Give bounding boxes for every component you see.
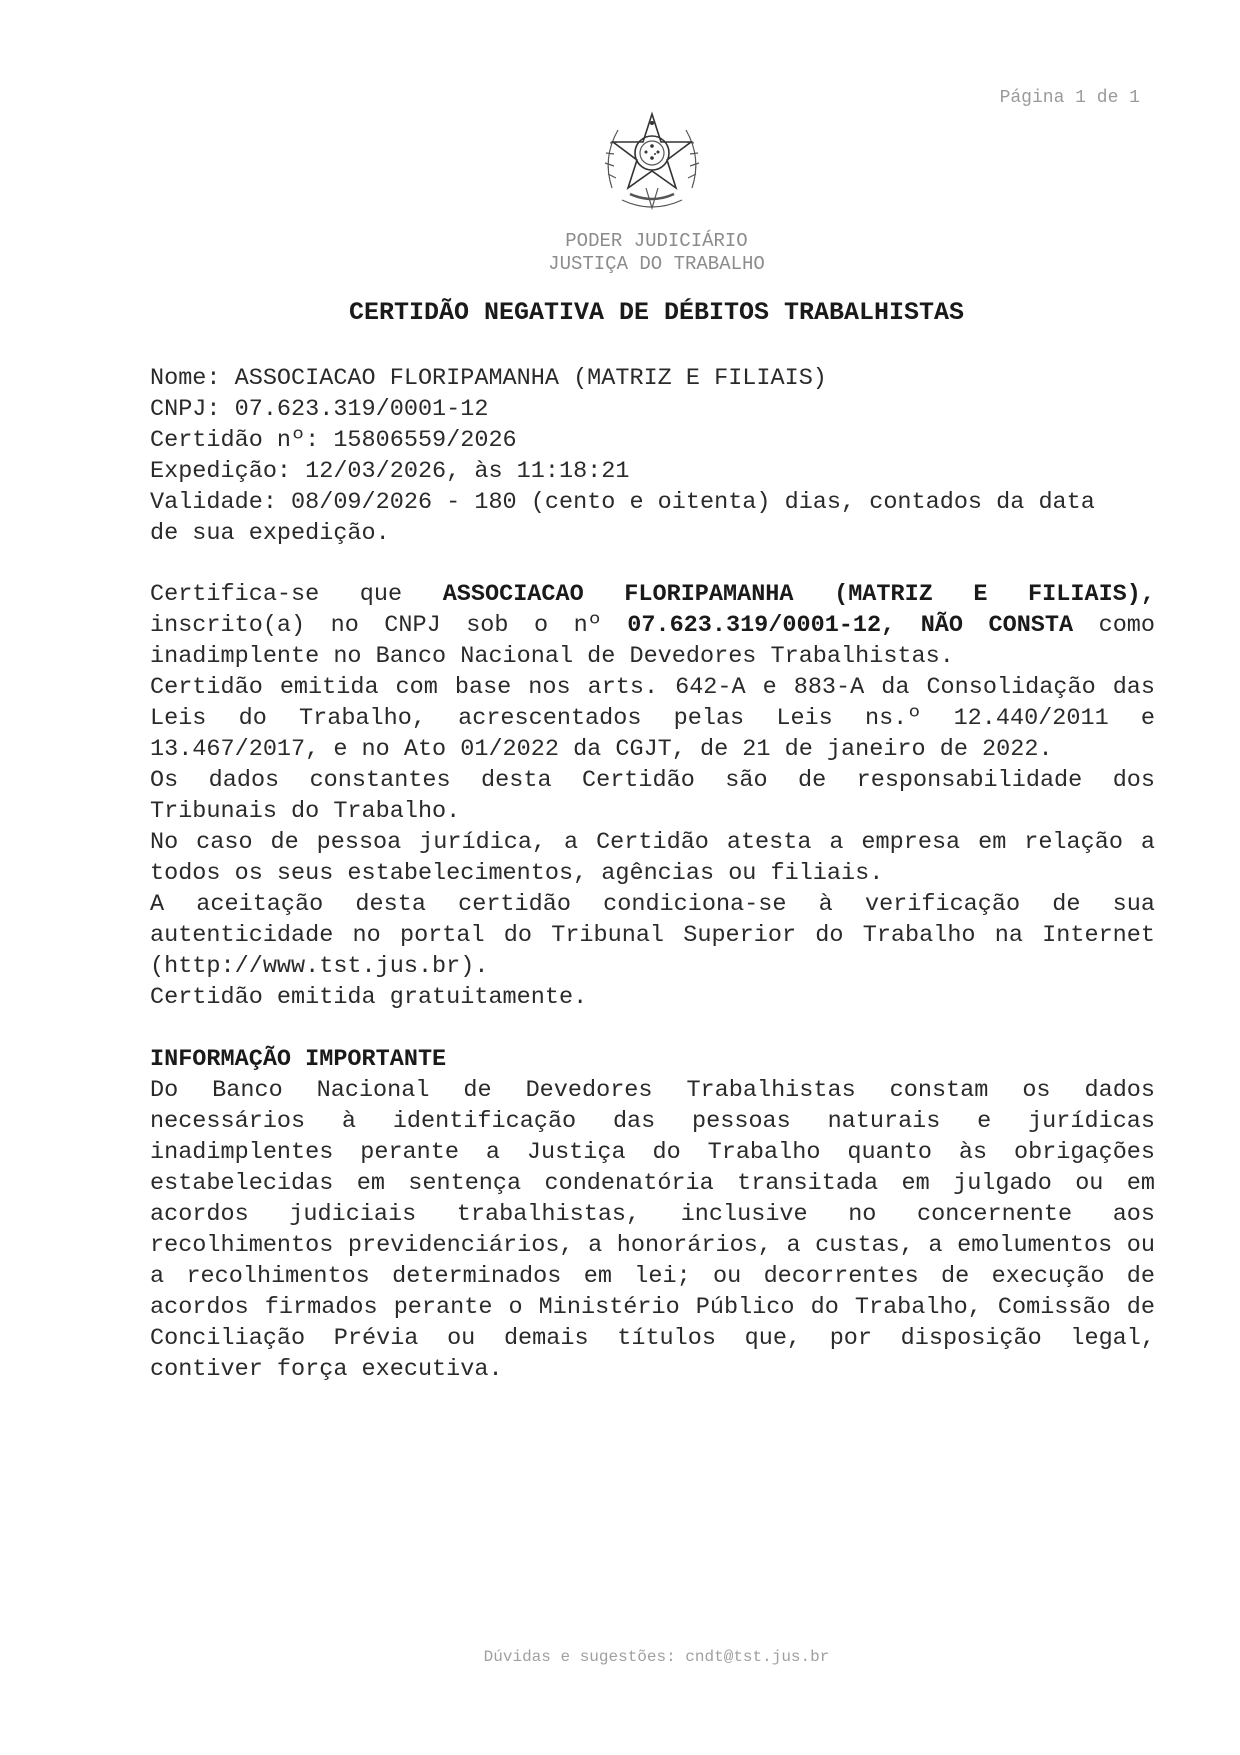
legal-basis-paragraph: Certidão emitida com base nos arts. 642-A e 883-A da Consolidação das Leis do Trabalho, acrescentados pelas Leis ns.º 12.440/2011 e 13.467/2017, e no Ato 01/2022 da CGJT, de 21 de janeiro de 2022. [150,674,1155,763]
authenticity-paragraph: A aceitação desta certidão condiciona-se à verificação de sua autenticidade no portal do Tribunal Superior do Trabalho na Internet (http://www.tst.jus.br). [150,891,1155,980]
certification-paragraph [150,579,1155,672]
responsibility-paragraph: Os dados constantes desta Certidão são de responsabilidade dos Tribunais do Trabalho. [150,767,1155,825]
institution-header [0,230,1240,276]
info-name: Nome: ASSOCIACAO FLORIPAMANHA (MATRIZ E FILIAIS) [150,365,827,392]
cert-status: 07.623.319/0001-12, NÃO CONSTA [627,612,1074,639]
important-info-section [150,1044,1155,1385]
info-issue-date: Expedição: 12/03/2026, às 11:18:21 [150,458,630,485]
free-issue-paragraph: Certidão emitida gratuitamente. [150,984,588,1011]
header-line-labor-justice: JUSTIÇA DO TRABALHO [548,253,765,275]
page-number: Página 1 de 1 [999,88,1140,108]
header-line-judiciary: PODER JUDICIÁRIO [565,230,748,252]
legal-entity-paragraph: No caso de pessoa jurídica, a Certidão atesta a empresa em relação a todos os seus estabelecimentos, agências ou filiais. [150,829,1155,887]
info-validity: Validade: 08/09/2026 - 180 (cento e oitenta) dias, contados da data [150,489,1095,516]
important-heading: INFORMAÇÃO IMPORTANTE [150,1046,447,1073]
brazil-coat-of-arms-icon [600,108,704,220]
info-certificate-number: Certidão nº: 15806559/2026 [150,427,517,454]
footer-contact: Dúvidas e sugestões: cndt@tst.jus.br [483,1648,830,1666]
info-validity-cont: de sua expedição. [150,520,390,547]
certificate-info [150,363,1155,549]
cert-company-name: ASSOCIACAO FLORIPAMANHA (MATRIZ E FILIAIS), [442,581,1155,608]
info-cnpj: CNPJ: 07.623.319/0001-12 [150,396,489,423]
important-text: Do Banco Nacional de Devedores Trabalhistas constam os dados necessários à identificação das pessoas naturais e jurídicas inadimplentes perante a Justiça do Trabalho quanto às obrigações estabelecidas em sentença condenatória transitada em julgado ou em acordos judiciais trabalhistas, inclusive no concernente aos recolhimentos previdenciários, a honorários, a custas, a emolumentos ou a recolhimentos determinados em lei; ou decorrentes de execução de acordos firmados perante o Ministério Público do Trabalho, Comissão de Conciliação Prévia ou demais títulos que, por disposição legal, contiver força executiva. [150,1077,1155,1383]
cert-text: como inadimplente no Banco Nacional de Devedores Trabalhistas. [150,612,1156,670]
cert-text: Certifica-se que [150,581,443,608]
document-title: CERTIDÃO NEGATIVA DE DÉBITOS TRABALHISTAS [348,298,965,327]
certificate-body [150,579,1155,1013]
cert-text: inscrito(a) no CNPJ sob o nº [150,612,628,639]
